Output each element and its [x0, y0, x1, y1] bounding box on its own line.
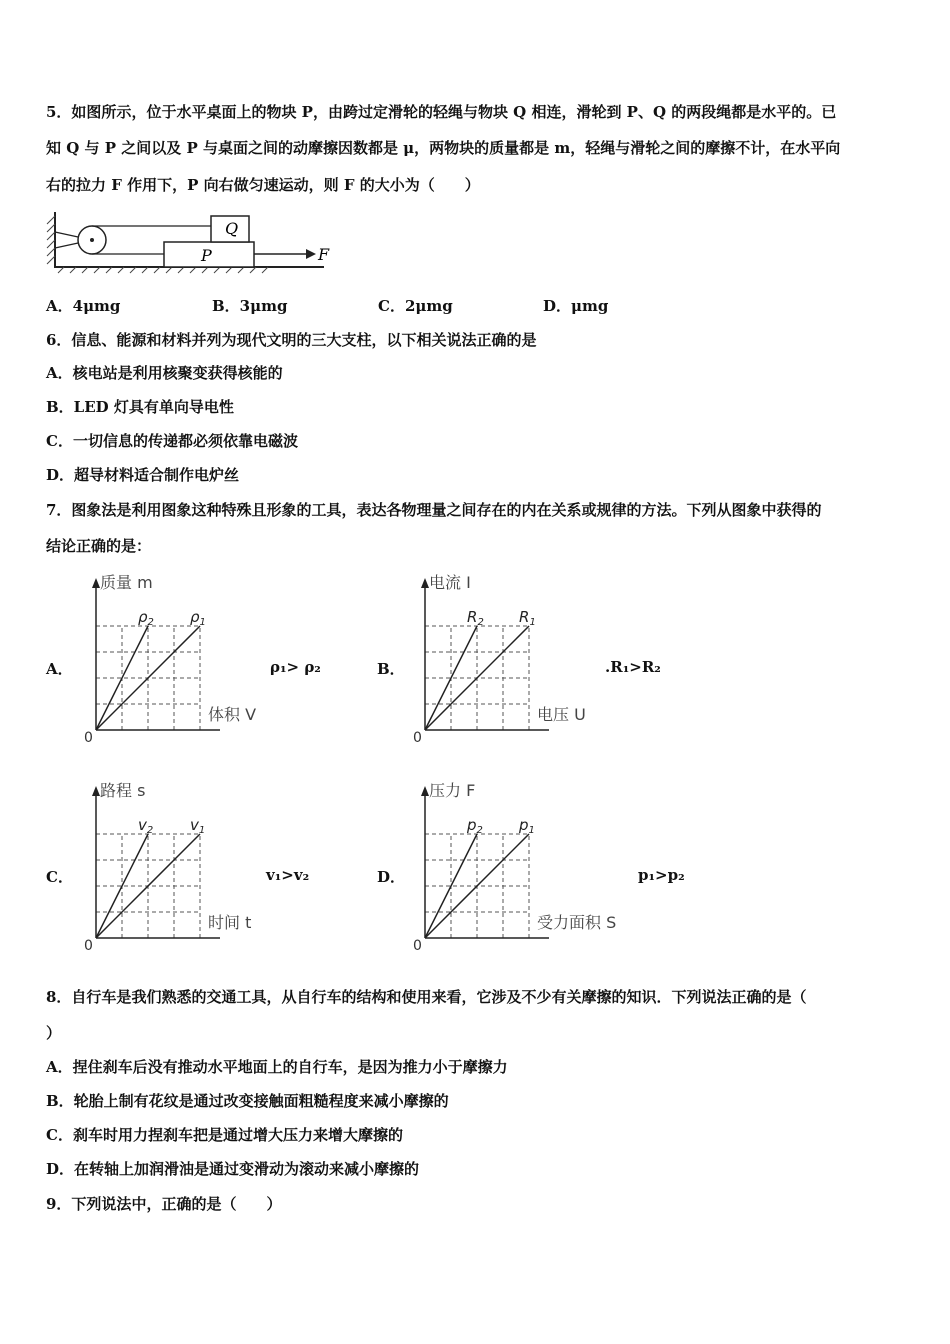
series-label-ρ2: $\rho_2$ — [138, 608, 154, 628]
series-label-subscript: 1 — [529, 617, 536, 628]
q7-option-d-letter: D． — [377, 868, 406, 886]
q7-line-2: 结论正确的是： — [46, 537, 152, 555]
q8-line-2: ） — [46, 1024, 62, 1042]
series-label-p2: $p_2$ — [467, 816, 483, 836]
x-axis-label: 体积 V — [208, 705, 257, 724]
series-label-subscript: 2 — [147, 617, 154, 628]
y-axis-arrow — [421, 578, 429, 588]
series-label-p1: $p_1$ — [519, 816, 535, 836]
q7-option-c-letter: C． — [46, 868, 73, 886]
pulley-figure — [44, 206, 334, 274]
q5-option-b: B．3μmg — [212, 297, 288, 315]
y-axis-arrow — [92, 786, 100, 796]
q8-option-a: A．捏住刹车后没有推动水平地面上的自行车，是因为推力小于摩擦力 — [46, 1058, 508, 1076]
series-label-R1: $R_1$ — [519, 608, 536, 628]
series-label-subscript: 1 — [528, 825, 535, 836]
q8-option-d: D．在转轴上加润滑油是通过变滑动为滚动来减小摩擦的 — [46, 1160, 420, 1178]
q7-option-b-conclusion: .R₁>R₂ — [605, 658, 661, 676]
y-axis-arrow — [92, 578, 100, 588]
q7-option-b-letter: B． — [377, 660, 405, 678]
series-label-R2: $R_2$ — [467, 608, 484, 628]
q6-stem: 6．信息、能源和材料并列为现代文明的三大支柱，以下相关说法正确的是 — [46, 331, 537, 349]
series-label-v2: $v_2$ — [138, 816, 154, 836]
force-f-label: F — [318, 245, 330, 264]
chart-current-voltage — [405, 568, 605, 748]
q6-option-a: A．核电站是利用核聚变获得核能的 — [46, 364, 283, 382]
block-p-label: P — [201, 246, 212, 265]
y-axis-arrow — [421, 786, 429, 796]
q7-option-c-conclusion: v₁>v₂ — [266, 866, 310, 884]
q5-line-3: 右的拉力 F 作用下，P 向右做匀速运动，则 F 的大小为（ ） — [46, 176, 480, 194]
y-axis-label: 质量 m — [100, 573, 153, 592]
q5-option-c: C．2μmg — [378, 297, 453, 315]
q5-line-2: 知 Q 与 P 之间以及 P 与桌面之间的动摩擦因数都是 μ，两物块的质量都是 m，轻绳与滑轮之间的摩擦不计，在水平向 — [46, 139, 841, 157]
q5-option-a: A．4μmg — [46, 297, 121, 315]
x-axis-label: 时间 t — [208, 913, 252, 932]
block-q-label: Q — [225, 219, 239, 238]
q7-option-a-conclusion: ρ₁> ρ₂ — [270, 658, 321, 676]
y-axis-label: 电流 I — [429, 573, 471, 592]
x-axis-label: 受力面积 S — [537, 913, 617, 932]
origin-label: 0 — [413, 730, 422, 746]
y-axis-label: 压力 F — [429, 781, 476, 800]
q7-option-d-conclusion: p₁>p₂ — [638, 866, 685, 884]
q8-line-1: 8．自行车是我们熟悉的交通工具，从自行车的结构和使用来看，它涉及不少有关摩擦的知识．下列说法正确的是（ — [46, 988, 807, 1006]
series-label-ρ1: $\rho_1$ — [190, 608, 206, 628]
q7-line-1: 7．图象法是利用图象这种特殊且形象的工具，表达各物理量之间存在的内在关系或规律的方法。下列从图象中获得的 — [46, 501, 822, 519]
chart-mass-volume — [76, 568, 276, 748]
origin-label: 0 — [84, 730, 93, 746]
q6-option-b: B．LED 灯具有单向导电性 — [46, 398, 234, 416]
series-label-subscript: 1 — [198, 825, 206, 836]
q9-stem: 9．下列说法中，正确的是（ ） — [46, 1195, 282, 1213]
q5-option-d: D．μmg — [543, 297, 609, 315]
y-axis-label: 路程 s — [100, 781, 146, 800]
origin-label: 0 — [84, 938, 93, 954]
series-label-subscript: 2 — [477, 617, 484, 628]
series-label-subscript: 1 — [199, 617, 206, 628]
series-label-subscript: 2 — [476, 825, 483, 836]
x-axis-label: 电压 U — [537, 705, 586, 724]
chart-distance-time — [76, 776, 276, 956]
chart-force-area — [405, 776, 645, 956]
q6-option-d: D．超导材料适合制作电炉丝 — [46, 466, 240, 484]
q6-option-c: C．一切信息的传递都必须依靠电磁波 — [46, 432, 298, 450]
q7-option-a-letter: A． — [46, 660, 73, 678]
q8-option-c: C．刹车时用力捏刹车把是通过增大压力来增大摩擦的 — [46, 1126, 403, 1144]
series-label-subscript: 2 — [146, 825, 154, 836]
q5-line-1: 5．如图所示，位于水平桌面上的物块 P，由跨过定滑轮的轻绳与物块 Q 相连，滑轮到 P、Q 的两段绳都是水平的。已 — [46, 103, 837, 121]
q8-option-b: B．轮胎上制有花纹是通过改变接触面粗糙程度来减小摩擦的 — [46, 1092, 449, 1110]
series-label-v1: $v_1$ — [190, 816, 206, 836]
origin-label: 0 — [413, 938, 422, 954]
